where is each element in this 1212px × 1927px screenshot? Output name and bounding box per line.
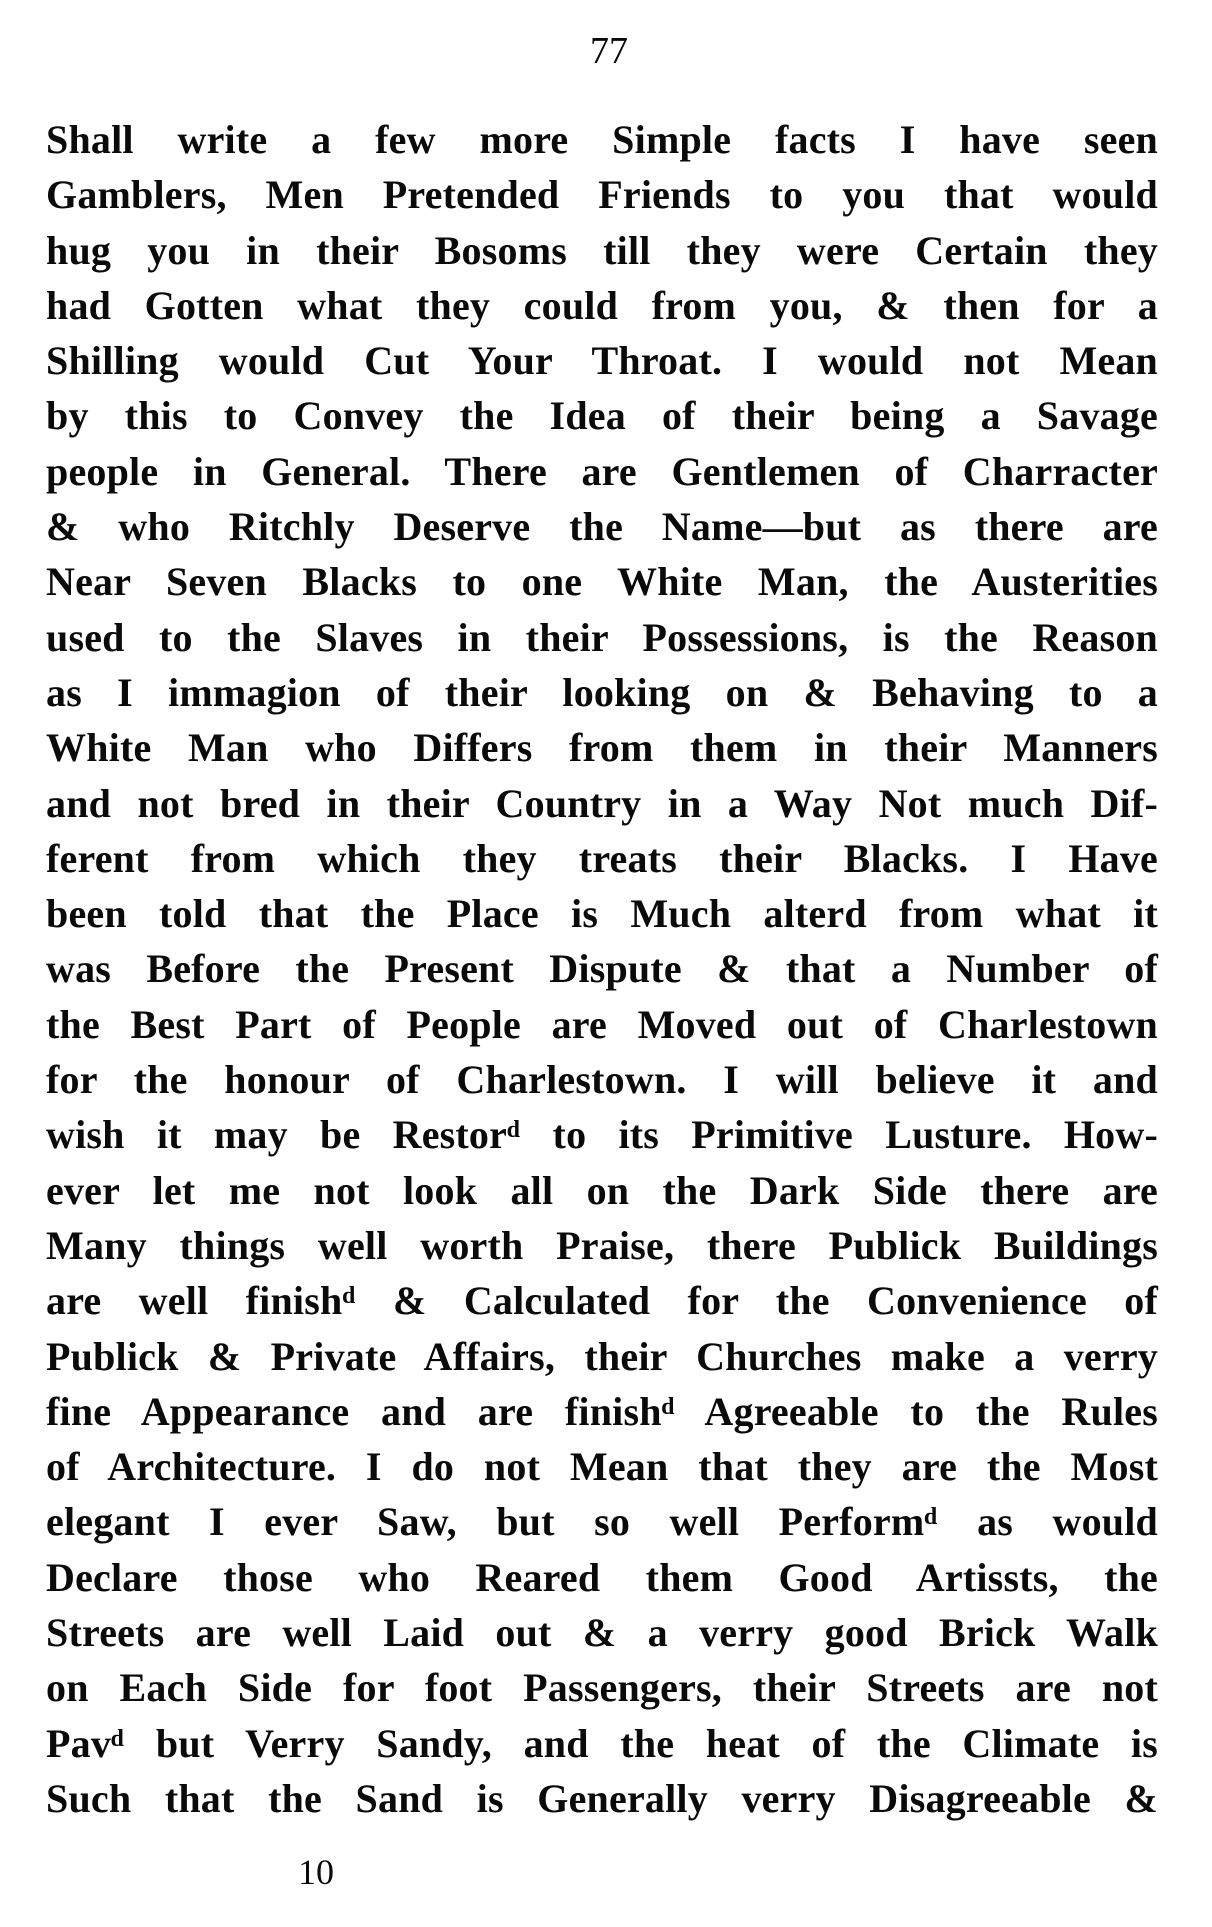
text-line: and not bred in their Country in a Way Not much Dif- (46, 780, 1158, 826)
text-line: for the honour of Charlestown. I will believe it and (46, 1057, 1158, 1103)
text-line: are well finishᵈ & Calculated for the Convenience of (46, 1278, 1158, 1324)
text-line: & who Ritchly Deserve the Name—but as there are (46, 504, 1158, 550)
body-text (46, 112, 1158, 1826)
text-line: ferent from which they treats their Blacks. I Have (46, 835, 1158, 881)
text-line: wish it may be Restorᵈ to its Primitive Lusture. How- (46, 1112, 1158, 1158)
text-line: Declare those who Reared them Good Artissts, the (46, 1554, 1158, 1600)
text-line: was Before the Present Dispute & that a Number of (46, 946, 1158, 992)
text-line: ever let me not look all on the Dark Side there are (46, 1167, 1158, 1213)
text-line: used to the Slaves in their Possessions, is the Reason (46, 614, 1158, 660)
text-line: Shall write a few more Simple facts I have seen (46, 117, 1158, 162)
text-line: Streets are well Laid out & a verry good Brick Walk (46, 1610, 1158, 1656)
text-line: hug you in their Bosoms till they were Certain they (46, 227, 1158, 273)
page-number: 77 (590, 30, 628, 72)
text-line: Pavᵈ but Verry Sandy, and the heat of the Climate is (46, 1720, 1158, 1766)
text-line: been told that the Place is Much alterd from what it (46, 891, 1158, 937)
signature-mark: 10 (298, 1852, 334, 1892)
text-line: Many things well worth Praise, there Publick Buildings (46, 1222, 1158, 1268)
text-line: elegant I ever Saw, but so well Performᵈ as would (46, 1499, 1158, 1545)
text-line: by this to Convey the Idea of their being a Savage (46, 393, 1158, 439)
text-line: Publick & Private Affairs, their Churches make a verry (46, 1333, 1158, 1379)
text-line: fine Appearance and are finishᵈ Agreeable to the Rules (46, 1388, 1158, 1434)
text-line: had Gotten what they could from you, & then for a (46, 282, 1158, 328)
text-line: Near Seven Blacks to one White Man, the Austerities (46, 559, 1158, 605)
text-line: as I immagion of their looking on & Behaving to a (46, 669, 1158, 715)
text-line: Such that the Sand is Generally verry Disagreeable & (46, 1775, 1158, 1821)
text-line: of Architecture. I do not Mean that they are the Most (46, 1444, 1158, 1490)
text-line: White Man who Differs from them in their Manners (46, 725, 1158, 771)
text-line: people in General. There are Gentlemen of Charracter (46, 448, 1158, 494)
text-line: the Best Part of People are Moved out of Charlestown (46, 1001, 1158, 1047)
text-line: on Each Side for foot Passengers, their Streets are not (46, 1665, 1158, 1711)
text-line: Shilling would Cut Your Throat. I would not Mean (46, 338, 1158, 384)
text-line: Gamblers, Men Pretended Friends to you that would (46, 172, 1158, 218)
